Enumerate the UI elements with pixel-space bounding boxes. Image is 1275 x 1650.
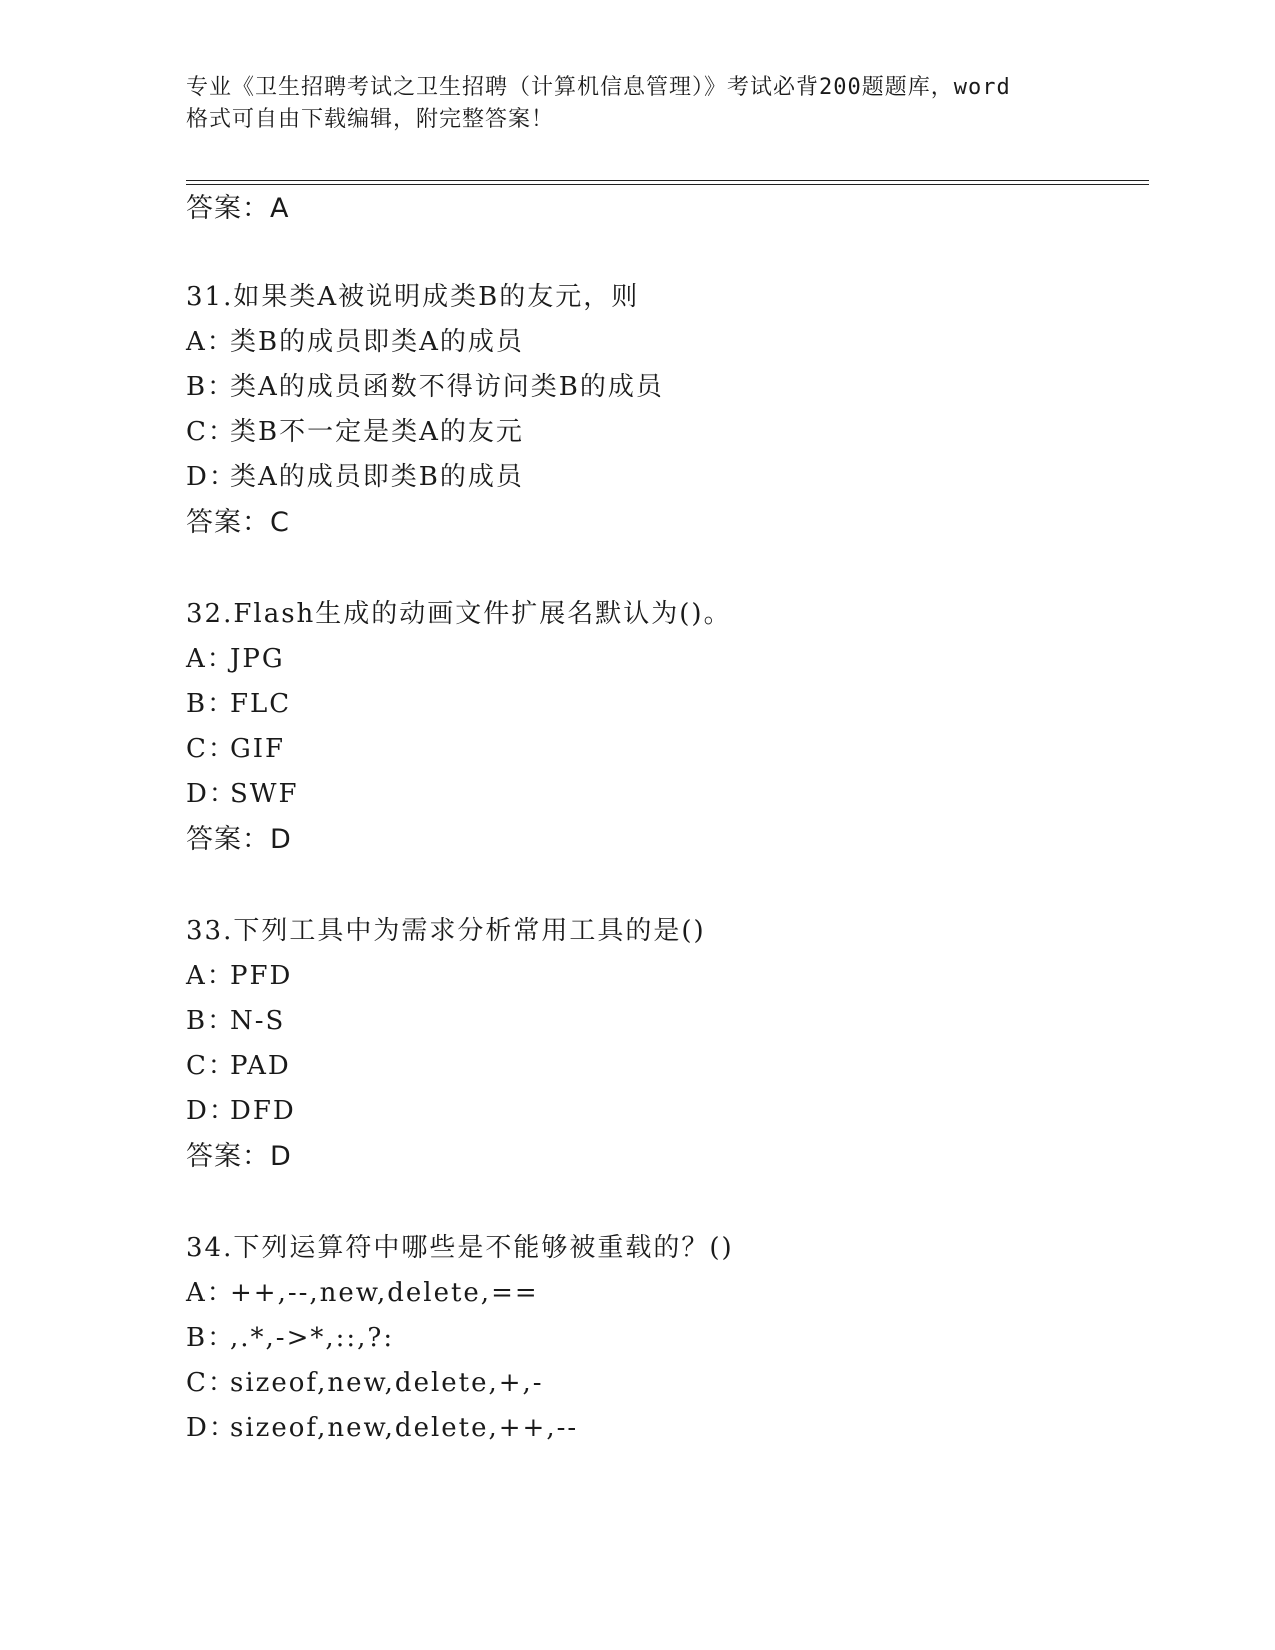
question-stem: 33.下列工具中为需求分析常用工具的是() — [186, 916, 706, 946]
answer-line — [186, 817, 1146, 862]
option-b — [186, 365, 1146, 410]
option-a — [186, 954, 1146, 999]
option-text: sizeof,new,delete,+,- — [230, 1368, 544, 1398]
option-c — [186, 1361, 1146, 1406]
option-b — [186, 1316, 1146, 1361]
question-block — [186, 909, 1146, 1179]
option-text: 类B不一定是类A的友元 — [230, 417, 524, 447]
answer-line — [186, 186, 1146, 231]
option-a — [186, 637, 1146, 682]
option-c — [186, 410, 1146, 455]
option-key: D： — [186, 1413, 237, 1443]
header-line-2: 格式可自由下载编辑，附完整答案！ — [186, 107, 555, 132]
answer-value: C — [270, 507, 290, 538]
answer-label: 答案： — [186, 1141, 270, 1172]
option-key: A： — [186, 327, 235, 357]
question-list — [186, 186, 1146, 1451]
answer-line — [186, 1134, 1146, 1179]
answer-value: D — [270, 1141, 292, 1172]
document-header — [186, 72, 1086, 136]
question-block — [186, 1226, 1146, 1451]
question-stem: 31.如果类A被说明成类B的友元，则 — [186, 282, 640, 312]
option-c — [186, 727, 1146, 772]
option-key: C： — [186, 734, 236, 764]
option-key: B： — [186, 689, 236, 719]
answer-value: D — [270, 824, 292, 855]
option-d — [186, 455, 1146, 500]
option-key: A： — [186, 961, 235, 991]
option-text: 类A的成员即类B的成员 — [230, 462, 524, 492]
option-text: SWF — [230, 779, 299, 809]
answer-label: 答案： — [186, 507, 270, 538]
option-text: 类B的成员即类A的成员 — [230, 327, 524, 357]
question-stem: 32.Flash生成的动画文件扩展名默认为()。 — [186, 599, 732, 629]
option-key: D： — [186, 462, 237, 492]
option-text: sizeof,new,delete,++,-- — [230, 1413, 579, 1443]
option-key: B： — [186, 1006, 236, 1036]
option-b — [186, 999, 1146, 1044]
option-text: PFD — [230, 961, 293, 991]
answer-line — [186, 500, 1146, 545]
option-key: B： — [186, 372, 236, 402]
option-key: C： — [186, 1368, 236, 1398]
header-divider-top — [186, 180, 1149, 181]
option-key: D： — [186, 779, 237, 809]
option-d — [186, 1406, 1146, 1451]
option-c — [186, 1044, 1146, 1089]
option-a — [186, 320, 1146, 365]
question-stem: 34.下列运算符中哪些是不能够被重载的？() — [186, 1233, 734, 1263]
answer-value: A — [270, 193, 290, 224]
option-a — [186, 1271, 1146, 1316]
option-text: 类A的成员函数不得访问类B的成员 — [230, 372, 664, 402]
option-text: N-S — [230, 1006, 286, 1036]
question-block — [186, 275, 1146, 545]
option-key: B： — [186, 1323, 236, 1353]
option-text: DFD — [230, 1096, 296, 1126]
option-key: C： — [186, 417, 236, 447]
option-key: C： — [186, 1051, 236, 1081]
option-key: A： — [186, 1278, 235, 1308]
option-text: PAD — [230, 1051, 291, 1081]
option-text: ,.*,->*,::,?: — [230, 1323, 395, 1353]
header-line-1: 专业《卫生招聘考试之卫生招聘（计算机信息管理）》考试必背200题题库，word — [186, 75, 1011, 100]
header-divider-bottom — [186, 184, 1149, 185]
option-text: JPG — [230, 644, 285, 674]
option-d — [186, 772, 1146, 817]
question-block — [186, 592, 1146, 862]
option-d — [186, 1089, 1146, 1134]
answer-label: 答案： — [186, 824, 270, 855]
option-key: D： — [186, 1096, 237, 1126]
answer-label: 答案： — [186, 193, 270, 224]
option-text: GIF — [230, 734, 286, 764]
option-text: FLC — [230, 689, 292, 719]
option-text: ++,--,new,delete,== — [230, 1278, 539, 1308]
option-key: A： — [186, 644, 235, 674]
option-b — [186, 682, 1146, 727]
